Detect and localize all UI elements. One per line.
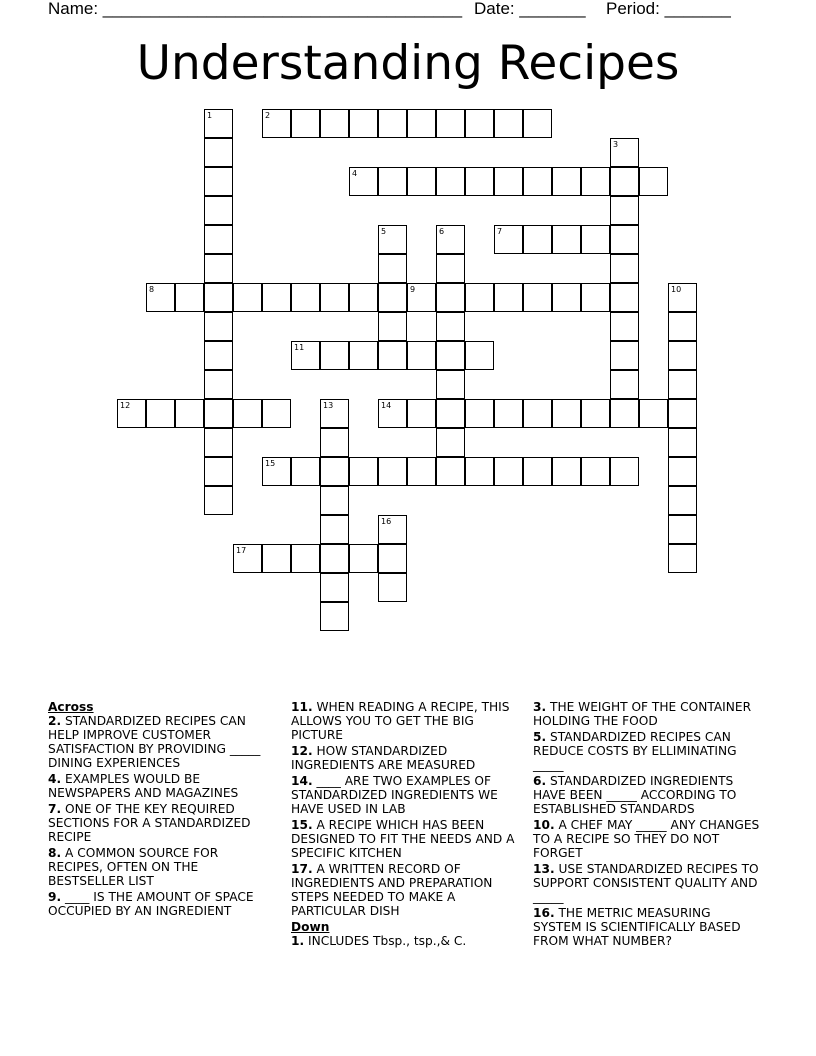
crossword-cell[interactable] xyxy=(204,109,233,138)
crossword-cell[interactable] xyxy=(233,399,262,428)
clue-down-5 xyxy=(533,730,763,772)
clue-number: 12. xyxy=(291,744,313,758)
clue-number: 5. xyxy=(533,730,547,744)
clue-number-label: 3 xyxy=(613,140,619,149)
crossword-cell[interactable] xyxy=(204,167,233,196)
clue-across-15 xyxy=(291,818,516,860)
crossword-cell[interactable] xyxy=(436,167,465,196)
crossword-cell[interactable] xyxy=(465,167,494,196)
clue-number: 17. xyxy=(291,862,313,876)
clue-number: 3. xyxy=(533,700,547,714)
crossword-cell[interactable] xyxy=(378,254,407,283)
clue-column-1 xyxy=(48,700,273,920)
crossword-cell[interactable] xyxy=(436,254,465,283)
crossword-cell[interactable] xyxy=(465,109,494,138)
clue-down-10 xyxy=(533,818,763,860)
crossword-cell[interactable] xyxy=(436,341,465,370)
crossword-cell[interactable] xyxy=(204,196,233,225)
crossword-cell[interactable] xyxy=(494,399,523,428)
clue-number: 4. xyxy=(48,772,62,786)
crossword-cell[interactable] xyxy=(204,457,233,486)
clue-number: 7. xyxy=(48,802,62,816)
crossword-cell[interactable] xyxy=(291,457,320,486)
clue-number-label: 1 xyxy=(207,111,213,120)
crossword-cell[interactable] xyxy=(320,486,349,515)
crossword-cell[interactable] xyxy=(668,428,697,457)
crossword-cell[interactable] xyxy=(610,283,639,312)
crossword-cell[interactable] xyxy=(204,370,233,399)
crossword-cell[interactable] xyxy=(407,167,436,196)
crossword-cell[interactable] xyxy=(291,283,320,312)
clue-across-4 xyxy=(48,772,273,800)
clue-across-2 xyxy=(48,714,273,770)
crossword-cell[interactable] xyxy=(610,138,639,167)
crossword-cell[interactable] xyxy=(494,225,523,254)
crossword-cell[interactable] xyxy=(436,283,465,312)
clue-number: 2. xyxy=(48,714,62,728)
clue-number: 8. xyxy=(48,846,62,860)
crossword-cell[interactable] xyxy=(378,399,407,428)
clue-text: USE STANDARDIZED RECIPES TO SUPPORT CONSISTENT QUALITY AND _____ xyxy=(533,862,759,904)
crossword-cell[interactable] xyxy=(581,399,610,428)
crossword-cell[interactable] xyxy=(320,341,349,370)
crossword-cell[interactable] xyxy=(610,341,639,370)
clue-number-label: 9 xyxy=(410,285,416,294)
clue-text: EXAMPLES WOULD BE NEWSPAPERS AND MAGAZINES xyxy=(48,772,239,800)
crossword-cell[interactable] xyxy=(262,283,291,312)
crossword-cell[interactable] xyxy=(668,399,697,428)
crossword-cell[interactable] xyxy=(610,225,639,254)
crossword-cell[interactable] xyxy=(523,225,552,254)
clue-number-label: 6 xyxy=(439,227,445,236)
clue-number: 9. xyxy=(48,890,62,904)
clue-text: A RECIPE WHICH HAS BEEN DESIGNED TO FIT THE NEEDS AND A SPECIFIC KITCHEN xyxy=(291,818,515,860)
crossword-cell[interactable] xyxy=(436,312,465,341)
clue-number-label: 15 xyxy=(265,459,276,468)
clue-across-7 xyxy=(48,802,273,844)
date-field-label[interactable]: Date: _______ xyxy=(474,0,586,18)
crossword-cell[interactable] xyxy=(262,109,291,138)
clue-text: ONE OF THE KEY REQUIRED SECTIONS FOR A STANDARDIZED RECIPE xyxy=(48,802,251,844)
clue-number-label: 12 xyxy=(120,401,131,410)
crossword-cell[interactable] xyxy=(204,399,233,428)
clue-number-label: 5 xyxy=(381,227,387,236)
down-heading: Down xyxy=(291,920,330,934)
crossword-cell[interactable] xyxy=(349,341,378,370)
crossword-cell[interactable] xyxy=(349,109,378,138)
crossword-cell[interactable] xyxy=(552,167,581,196)
clue-across-12 xyxy=(291,744,516,772)
crossword-cell[interactable] xyxy=(407,457,436,486)
clue-number-label: 8 xyxy=(149,285,155,294)
crossword-cell[interactable] xyxy=(146,399,175,428)
crossword-cell[interactable] xyxy=(610,399,639,428)
crossword-cell[interactable] xyxy=(668,486,697,515)
clue-text: HOW STANDARDIZED INGREDIENTS ARE MEASURED xyxy=(291,744,476,772)
clue-text: ____ IS THE AMOUNT OF SPACE OCCUPIED BY AN INGREDIENT xyxy=(48,890,254,918)
clue-number-label: 10 xyxy=(671,285,682,294)
clue-text: STANDARDIZED RECIPES CAN REDUCE COSTS BY ELLIMINATING _____ xyxy=(533,730,737,772)
crossword-cell[interactable] xyxy=(233,544,262,573)
crossword-cell[interactable] xyxy=(320,573,349,602)
crossword-cell[interactable] xyxy=(668,312,697,341)
crossword-cell[interactable] xyxy=(349,283,378,312)
crossword-cell[interactable] xyxy=(320,602,349,631)
crossword-cell[interactable] xyxy=(610,167,639,196)
crossword-cell[interactable] xyxy=(117,399,146,428)
clue-column-2 xyxy=(291,700,516,950)
period-field-label[interactable]: Period: _______ xyxy=(606,0,731,18)
crossword-cell[interactable] xyxy=(407,341,436,370)
crossword-cell[interactable] xyxy=(146,283,175,312)
crossword-cell[interactable] xyxy=(436,399,465,428)
clue-text: ____ ARE TWO EXAMPLES OF STANDARDIZED INGREDIENTS WE HAVE USED IN LAB xyxy=(291,774,498,816)
clue-number: 15. xyxy=(291,818,313,832)
crossword-cell[interactable] xyxy=(581,457,610,486)
crossword-cell[interactable] xyxy=(349,457,378,486)
crossword-cell[interactable] xyxy=(378,283,407,312)
clue-down-1 xyxy=(291,934,516,948)
crossword-cell[interactable] xyxy=(668,544,697,573)
crossword-cell[interactable] xyxy=(175,283,204,312)
crossword-cell[interactable] xyxy=(465,457,494,486)
clue-number: 14. xyxy=(291,774,313,788)
crossword-cell[interactable] xyxy=(523,457,552,486)
clue-across-14 xyxy=(291,774,516,816)
crossword-cell[interactable] xyxy=(291,544,320,573)
crossword-cell[interactable] xyxy=(668,457,697,486)
crossword-cell[interactable] xyxy=(436,225,465,254)
clue-number-label: 14 xyxy=(381,401,392,410)
clue-text: A WRITTEN RECORD OF INGREDIENTS AND PREPARATION STEPS NEEDED TO MAKE A PARTICULAR DISH xyxy=(291,862,493,918)
clue-across-17 xyxy=(291,862,516,918)
across-heading: Across xyxy=(48,700,94,714)
clue-number-label: 7 xyxy=(497,227,503,236)
crossword-cell[interactable] xyxy=(610,370,639,399)
page-title: Understanding Recipes xyxy=(136,36,680,91)
clue-number-label: 13 xyxy=(323,401,334,410)
crossword-cell[interactable] xyxy=(204,428,233,457)
crossword-cell[interactable] xyxy=(436,109,465,138)
clue-text: INCLUDES Tbsp., tsp.,& C. xyxy=(308,934,467,948)
clue-text: A CHEF MAY _____ ANY CHANGES TO A RECIPE SO THEY DO NOT FORGET xyxy=(533,818,760,860)
clue-number: 10. xyxy=(533,818,555,832)
crossword-cell[interactable] xyxy=(320,544,349,573)
clue-text: STANDARDIZED INGREDIENTS HAVE BEEN _____ ACCORDING TO ESTABLISHED STANDARDS xyxy=(533,774,737,816)
clue-number-label: 17 xyxy=(236,546,247,555)
crossword-cell[interactable] xyxy=(523,109,552,138)
crossword-cell[interactable] xyxy=(204,283,233,312)
crossword-cell[interactable] xyxy=(262,457,291,486)
crossword-cell[interactable] xyxy=(465,341,494,370)
crossword-cell[interactable] xyxy=(291,341,320,370)
crossword-cell[interactable] xyxy=(639,167,668,196)
clue-number: 11. xyxy=(291,700,313,714)
crossword-cell[interactable] xyxy=(436,428,465,457)
clue-number-label: 2 xyxy=(265,111,271,120)
crossword-cell[interactable] xyxy=(407,109,436,138)
crossword-cell[interactable] xyxy=(378,573,407,602)
clue-down-3 xyxy=(533,700,763,728)
crossword-cell[interactable] xyxy=(436,457,465,486)
crossword-cell[interactable] xyxy=(494,109,523,138)
crossword-cell[interactable] xyxy=(610,254,639,283)
clue-column-3 xyxy=(533,700,763,950)
clue-number-label: 16 xyxy=(381,517,392,526)
crossword-cell[interactable] xyxy=(436,370,465,399)
crossword-cell[interactable] xyxy=(378,109,407,138)
clue-across-11 xyxy=(291,700,516,742)
crossword-cell[interactable] xyxy=(378,167,407,196)
crossword-cell[interactable] xyxy=(175,399,204,428)
clue-number-label: 11 xyxy=(294,343,305,352)
clue-number-label: 4 xyxy=(352,169,358,178)
crossword-cell[interactable] xyxy=(262,399,291,428)
crossword-cell[interactable] xyxy=(204,138,233,167)
crossword-cell[interactable] xyxy=(668,341,697,370)
crossword-cell[interactable] xyxy=(523,167,552,196)
crossword-cell[interactable] xyxy=(552,225,581,254)
crossword-cell[interactable] xyxy=(320,457,349,486)
crossword-cell[interactable] xyxy=(523,283,552,312)
crossword-cell[interactable] xyxy=(668,283,697,312)
clue-number: 1. xyxy=(291,934,305,948)
crossword-cell[interactable] xyxy=(378,544,407,573)
crossword-cell[interactable] xyxy=(378,312,407,341)
crossword-cell[interactable] xyxy=(552,457,581,486)
crossword-cell[interactable] xyxy=(204,341,233,370)
crossword-cell[interactable] xyxy=(523,399,552,428)
crossword-cell[interactable] xyxy=(204,486,233,515)
crossword-cell[interactable] xyxy=(291,109,320,138)
clue-number: 13. xyxy=(533,862,555,876)
crossword-cell[interactable] xyxy=(610,196,639,225)
clue-text: A COMMON SOURCE FOR RECIPES, OFTEN ON THE BESTSELLER LIST xyxy=(48,846,219,888)
crossword-cell[interactable] xyxy=(349,167,378,196)
clue-number: 6. xyxy=(533,774,547,788)
crossword-cell[interactable] xyxy=(668,370,697,399)
crossword-cell[interactable] xyxy=(465,283,494,312)
crossword-cell[interactable] xyxy=(320,109,349,138)
crossword-cell[interactable] xyxy=(320,399,349,428)
crossword-cell[interactable] xyxy=(320,428,349,457)
crossword-cell[interactable] xyxy=(349,544,378,573)
clue-across-8 xyxy=(48,846,273,888)
crossword-cell[interactable] xyxy=(465,399,494,428)
crossword-cell[interactable] xyxy=(320,515,349,544)
crossword-cell[interactable] xyxy=(494,457,523,486)
clue-text: THE METRIC MEASURING SYSTEM IS SCIENTIFICALLY BASED FROM WHAT NUMBER? xyxy=(533,906,741,948)
clue-number: 16. xyxy=(533,906,555,920)
crossword-cell[interactable] xyxy=(610,312,639,341)
clue-down-13 xyxy=(533,862,763,904)
crossword-cell[interactable] xyxy=(407,399,436,428)
crossword-cell[interactable] xyxy=(581,225,610,254)
crossword-cell[interactable] xyxy=(581,167,610,196)
crossword-cell[interactable] xyxy=(581,283,610,312)
crossword-cell[interactable] xyxy=(378,457,407,486)
crossword-cell[interactable] xyxy=(378,515,407,544)
crossword-cell[interactable] xyxy=(262,544,291,573)
crossword-cell[interactable] xyxy=(204,312,233,341)
crossword-cell[interactable] xyxy=(552,399,581,428)
crossword-cell[interactable] xyxy=(378,341,407,370)
crossword-cell[interactable] xyxy=(668,515,697,544)
crossword-cell[interactable] xyxy=(639,399,668,428)
clue-down-6 xyxy=(533,774,763,816)
clue-across-9 xyxy=(48,890,273,918)
crossword-cell[interactable] xyxy=(233,283,262,312)
crossword-cell[interactable] xyxy=(407,283,436,312)
crossword-cell[interactable] xyxy=(378,225,407,254)
name-field-label[interactable]: Name: ______________________________________ xyxy=(48,0,463,18)
crossword-cell[interactable] xyxy=(610,457,639,486)
clue-down-16 xyxy=(533,906,763,948)
crossword-cell[interactable] xyxy=(494,167,523,196)
crossword-cell[interactable] xyxy=(552,283,581,312)
crossword-cell[interactable] xyxy=(320,283,349,312)
clue-text: THE WEIGHT OF THE CONTAINER HOLDING THE FOOD xyxy=(533,700,752,728)
clue-text: WHEN READING A RECIPE, THIS ALLOWS YOU TO GET THE BIG PICTURE xyxy=(291,700,510,742)
clue-text: STANDARDIZED RECIPES CAN HELP IMPROVE CUSTOMER SATISFACTION BY PROVIDING _____ DINING EXPERIENCES xyxy=(48,714,261,770)
crossword-cell[interactable] xyxy=(494,283,523,312)
crossword-cell[interactable] xyxy=(204,254,233,283)
crossword-cell[interactable] xyxy=(204,225,233,254)
